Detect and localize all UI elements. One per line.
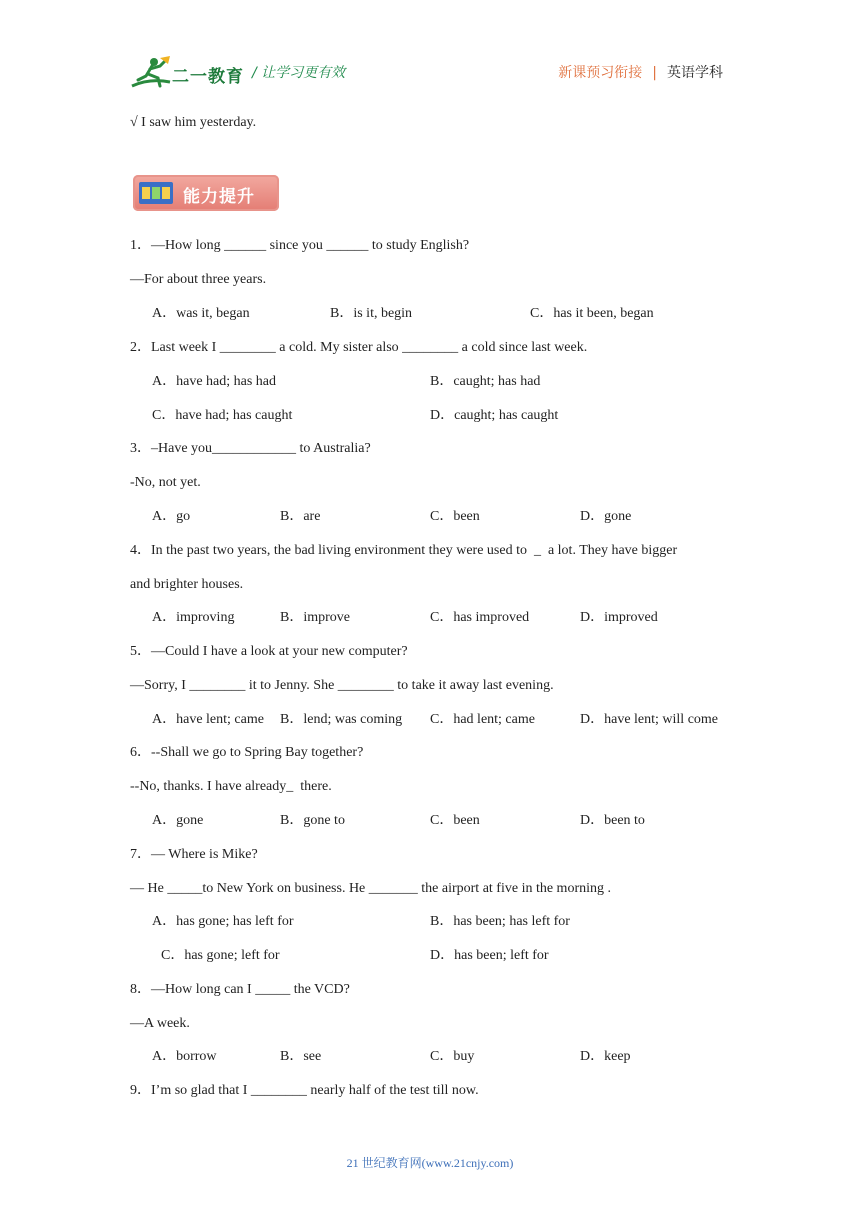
q4-option-b: B．improve xyxy=(280,610,350,625)
question-7-stem: 7．— Where is Mike? xyxy=(130,847,258,862)
question-3-answer: -No, not yet. xyxy=(130,475,201,490)
section-badge-label: 能力提升 xyxy=(183,187,255,207)
question-6-stem: 6．--Shall we go to Spring Bay together? xyxy=(130,745,364,760)
q3-option-b: B．are xyxy=(280,509,321,524)
question-3-stem: 3．–Have you____________ to Australia? xyxy=(130,441,371,456)
q7-option-a: A．has gone; has left for xyxy=(152,914,294,929)
q4-option-c: C．has improved xyxy=(430,610,530,625)
header-discipline: 英语学科 xyxy=(667,65,723,81)
page-footer: 21 世纪教育网(www.21cnjy.com) xyxy=(346,1156,514,1170)
q2-option-b: B．caught; has had xyxy=(430,374,541,389)
question-2-stem: 2．Last week I ________ a cold. My sister also ________ a cold since last week. xyxy=(130,340,588,355)
question-8-stem: 8．—How long can I _____ the VCD? xyxy=(130,982,350,997)
q4-option-d: D．improved xyxy=(580,610,658,625)
q5-option-c: C．had lent; came xyxy=(430,712,535,727)
q2-option-d: D．caught; has caught xyxy=(430,408,559,423)
q5-option-b: B．lend; was coming xyxy=(280,712,403,727)
q5-option-a: A．have lent; came xyxy=(152,712,264,727)
header-subject xyxy=(558,62,723,82)
q6-option-d: D．been to xyxy=(580,813,645,828)
question-6-answer: --No, thanks. I have already_ there. xyxy=(130,779,332,794)
logo-text: 二一教育 xyxy=(172,67,244,87)
q2-option-a: A．have had; has had xyxy=(152,374,277,389)
q7-option-d: D．has been; left for xyxy=(430,948,549,963)
q5-option-d: D．have lent; will come xyxy=(580,712,719,727)
q6-option-b: B．gone to xyxy=(280,813,345,828)
q8-option-a: A．borrow xyxy=(152,1049,217,1064)
q4-option-a: A．improving xyxy=(152,610,235,625)
q1-option-a: A．was it, began xyxy=(152,306,250,321)
section-badge xyxy=(133,175,279,211)
q7-option-c: C．has gone; left for xyxy=(161,948,280,963)
q3-option-a: A．go xyxy=(152,509,191,524)
q7-option-b: B．has been; has left for xyxy=(430,914,570,929)
q8-option-b: B．see xyxy=(280,1049,322,1064)
header-course: 新课预习衔接 xyxy=(558,65,643,81)
q8-option-c: C．buy xyxy=(430,1049,475,1064)
question-4-stem-cont: and brighter houses. xyxy=(130,577,244,592)
q6-option-c: C．been xyxy=(430,813,480,828)
chart-blocks-icon xyxy=(139,182,173,204)
question-8-answer: —A week. xyxy=(130,1016,190,1031)
q3-option-c: C．been xyxy=(430,509,480,524)
question-1-stem: 1．—How long ______ since you ______ to study English? xyxy=(130,238,470,253)
question-4-stem: 4．In the past two years, the bad living environment they were used to _ a lot. They have bigger xyxy=(130,543,678,558)
q6-option-a: A．gone xyxy=(152,813,204,828)
question-9-stem: 9．I’m so glad that I ________ nearly half of the test till now. xyxy=(130,1083,479,1098)
question-1-answer: —For about three years. xyxy=(130,272,267,287)
q8-option-d: D．keep xyxy=(580,1049,631,1064)
question-5-answer: —Sorry, I ________ it to Jenny. She ________ to take it away last evening. xyxy=(130,678,554,693)
q2-option-c: C．have had; has caught xyxy=(152,408,293,423)
question-7-answer: — He _____to New York on business. He _______ the airport at five in the morning . xyxy=(130,881,611,896)
question-5-stem: 5．—Could I have a look at your new computer? xyxy=(130,644,408,659)
q1-option-c: C．has it been, began xyxy=(530,306,654,321)
q3-option-d: D．gone xyxy=(580,509,632,524)
header-separator: | xyxy=(652,65,657,81)
intro-line: √ I saw him yesterday. xyxy=(130,115,257,130)
header-slogan: / 让学习更有效 xyxy=(252,65,346,81)
page-header xyxy=(0,0,860,100)
q1-option-b: B．is it, begin xyxy=(330,306,413,321)
